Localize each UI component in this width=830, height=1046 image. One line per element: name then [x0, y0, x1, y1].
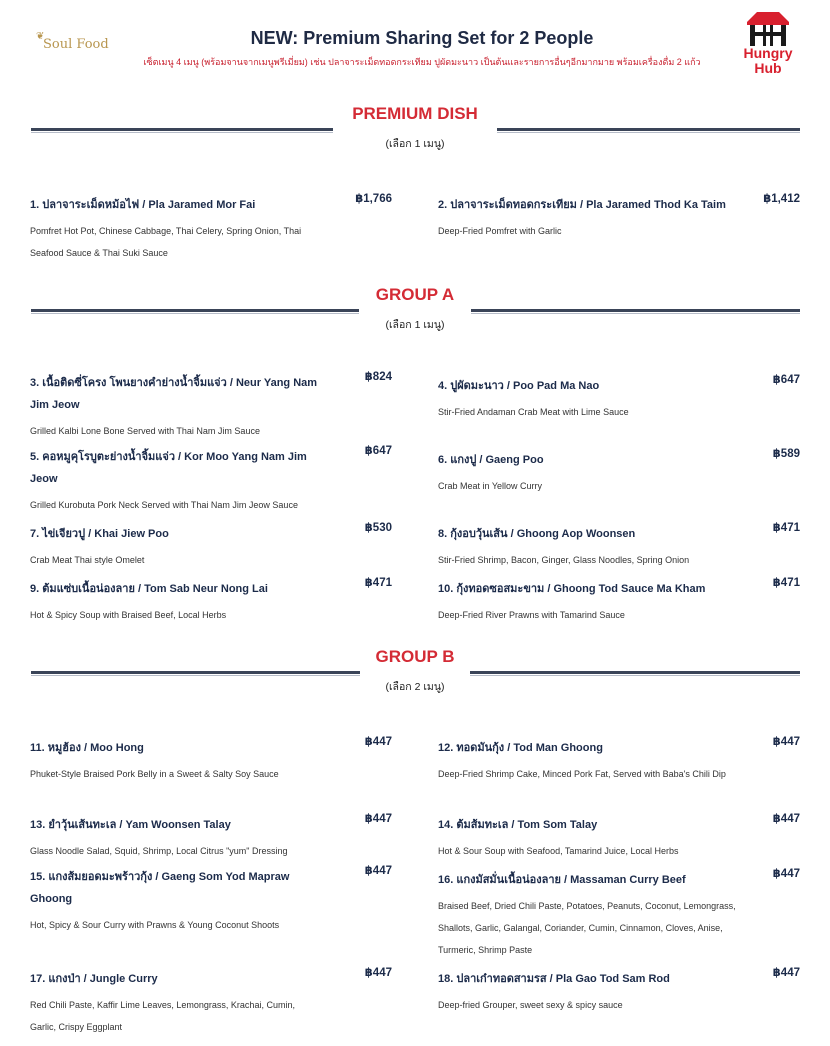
- dish-price: ฿589: [772, 448, 800, 460]
- menu-item: [438, 449, 800, 497]
- divider-left: [31, 128, 333, 131]
- table-chair-icon: [733, 10, 803, 46]
- divider-right: [470, 671, 800, 674]
- menu-item: [30, 194, 392, 264]
- dish-description: Phuket-Style Braised Pork Belly in a Sweet & Salty Soy Sauce: [30, 769, 279, 779]
- menu-item: [438, 578, 800, 626]
- dish-description: Grilled Kalbi Lone Bone Served with Thai Nam Jim Sauce: [30, 426, 260, 436]
- section-subtitle-group-a: (เลือก 1 เมนู): [385, 319, 445, 331]
- menu-item: [30, 578, 392, 626]
- dish-name: 14. ต้มส้มทะเล / Tom Som Talay: [438, 819, 598, 831]
- dish-description: Glass Noodle Salad, Squid, Shrimp, Local Citrus "yum" Dressing: [30, 846, 288, 856]
- dish-price: ฿647: [364, 445, 392, 457]
- soul-food-logo: [34, 33, 108, 57]
- dish-description: Stir-Fried Andaman Crab Meat with Lime Sauce: [438, 407, 629, 417]
- dish-description: Stir-Fried Shrimp, Bacon, Ginger, Glass Noodles, Spring Onion: [438, 555, 690, 565]
- hungry-hub-logo: [733, 10, 803, 90]
- dish-description: Hot, Spicy & Sour Curry with Prawns & Young Coconut Shoots: [30, 920, 280, 930]
- dish-description: Hot & Spicy Soup with Braised Beef, Local Herbs: [30, 610, 227, 620]
- dish-name: 3. เนื้อติดซี่โครง โพนยางคำย่างน้ำจิ้มแจ่ว / Neur Yang Nam Jim Jeow: [30, 377, 318, 411]
- section-subtitle-premium: (เลือก 1 เมนู): [385, 138, 445, 150]
- dish-price: ฿447: [772, 868, 800, 880]
- section-subtitle-group-b: (เลือก 2 เมนู): [385, 681, 445, 693]
- dish-price: ฿1,412: [763, 193, 800, 205]
- dish-description: Deep-fried Grouper, sweet sexy & spicy sauce: [438, 1000, 623, 1010]
- menu-item: [438, 869, 800, 961]
- menu-item: [30, 446, 392, 516]
- menu-item: [30, 737, 392, 785]
- dish-price: ฿447: [364, 736, 392, 748]
- dish-name: 10. กุ้งทอดซอสมะขาม / Ghoong Tod Sauce Ma Kham: [438, 583, 706, 595]
- section-title-group-b: GROUP B: [375, 647, 455, 666]
- dish-price: ฿471: [772, 522, 800, 534]
- menu-item: [30, 866, 392, 936]
- divider-right: [471, 309, 800, 312]
- dish-price: ฿447: [364, 813, 392, 825]
- dish-description: Deep-Fried Pomfret with Garlic: [438, 226, 562, 236]
- dish-name: 7. ไข่เจียวปู / Khai Jiew Poo: [30, 528, 169, 540]
- dish-description: Red Chili Paste, Kaffir Lime Leaves, Lemongrass, Krachai, Cumin, Garlic, Crispy Eggplant: [30, 1000, 295, 1032]
- menu-item: [30, 814, 392, 862]
- dish-description: Deep-Fried River Prawns with Tamarind Sauce: [438, 610, 625, 620]
- dish-name: 12. ทอดมันกุ้ง / Tod Man Ghoong: [438, 742, 603, 754]
- dish-name: 9. ต้มแซ่บเนื้อน่องลาย / Tom Sab Neur Nong Lai: [30, 583, 268, 595]
- section-title-premium: PREMIUM DISH: [352, 104, 478, 123]
- leaf-icon: ❦: [36, 31, 45, 42]
- dish-name: 16. แกงมัสมั่นเนื้อน่องลาย / Massaman Curry Beef: [438, 874, 686, 886]
- menu-item: [30, 968, 392, 1038]
- soul-food-logo-text: Soul Food: [43, 37, 109, 52]
- menu-item: [438, 523, 800, 571]
- dish-description: Crab Meat Thai style Omelet: [30, 555, 145, 565]
- dish-name: 15. แกงส้มยอดมะพร้าวกุ้ง / Gaeng Som Yod Mapraw Ghoong: [30, 871, 290, 905]
- hungry-hub-logo-text: Hungry Hub: [743, 45, 793, 76]
- menu-item: [30, 523, 392, 571]
- dish-price: ฿447: [364, 967, 392, 979]
- dish-price: ฿1,766: [355, 193, 392, 205]
- dish-price: ฿471: [772, 577, 800, 589]
- menu-item: [438, 968, 800, 1016]
- divider-left: [31, 309, 359, 312]
- menu-item: [438, 814, 800, 862]
- dish-price: ฿447: [364, 865, 392, 877]
- dish-name: 18. ปลาเก๋าทอดสามรส / Pla Gao Tod Sam Rod: [438, 973, 670, 985]
- dish-price: ฿447: [772, 736, 800, 748]
- dish-description: Grilled Kurobuta Pork Neck Served with Thai Nam Jim Jeow Sauce: [30, 500, 298, 510]
- page-title: NEW: Premium Sharing Set for 2 People: [250, 28, 594, 48]
- dish-description: Deep-Fried Shrimp Cake, Minced Pork Fat, Served with Baba's Chili Dip: [438, 769, 726, 779]
- dish-price: ฿530: [364, 522, 392, 534]
- dish-name: 13. ยำวุ้นเส้นทะเล / Yam Woonsen Talay: [30, 819, 231, 831]
- section-title-group-a: GROUP A: [375, 285, 455, 304]
- dish-name: 5. คอหมูคุโรบูตะย่างน้ำจิ้มแจ่ว / Kor Moo Yang Nam Jim Jeow: [30, 451, 307, 485]
- divider-right: [497, 128, 800, 131]
- dish-price: ฿447: [772, 813, 800, 825]
- dish-price: ฿824: [364, 371, 392, 383]
- dish-price: ฿647: [772, 374, 800, 386]
- dish-description: Hot & Sour Soup with Seafood, Tamarind Juice, Local Herbs: [438, 846, 679, 856]
- dish-name: 17. แกงป่า / Jungle Curry: [30, 973, 158, 985]
- dish-price: ฿471: [364, 577, 392, 589]
- dish-name: 2. ปลาจาระเม็ดทอดกระเทียม / Pla Jaramed Thod Ka Taim: [438, 199, 726, 211]
- dish-description: Pomfret Hot Pot, Chinese Cabbage, Thai Celery, Spring Onion, Thai Seafood Sauce & Thai Suki Sauce: [30, 226, 302, 258]
- menu-item: [438, 375, 800, 423]
- menu-item: [438, 194, 800, 242]
- menu-item: [30, 372, 392, 442]
- dish-name: 4. ปูผัดมะนาว / Poo Pad Ma Nao: [438, 380, 600, 392]
- dish-name: 8. กุ้งอบวุ้นเส้น / Ghoong Aop Woonsen: [438, 528, 636, 540]
- dish-description: Braised Beef, Dried Chili Paste, Potatoes, Peanuts, Coconut, Lemongrass, Shallots, Garlic, Galangal, Coriander, Cumin, Cinnamon, Cloves, Anise, Turmeric, Shrimp Paste: [438, 901, 736, 955]
- dish-name: 1. ปลาจาระเม็ดหม้อไฟ / Pla Jaramed Mor Fai: [30, 199, 256, 211]
- dish-name: 6. แกงปู / Gaeng Poo: [438, 454, 544, 466]
- dish-price: ฿447: [772, 967, 800, 979]
- menu-item: [438, 737, 800, 785]
- page-subtitle: เซ็ตเมนู 4 เมนู (พร้อมจานจากเมนูพรีเมี่ยม) เช่น ปลาจาระเม็ดทอดกระเทียม ปูผัดมะนาว เป็นต้นและรายการอื่นๆอีกมากมาย พร้อมเครื่องดื่ม 2 แก้ว: [143, 57, 701, 67]
- dish-description: Crab Meat in Yellow Curry: [438, 481, 543, 491]
- divider-left: [31, 671, 360, 674]
- dish-name: 11. หมูฮ้อง / Moo Hong: [30, 742, 144, 754]
